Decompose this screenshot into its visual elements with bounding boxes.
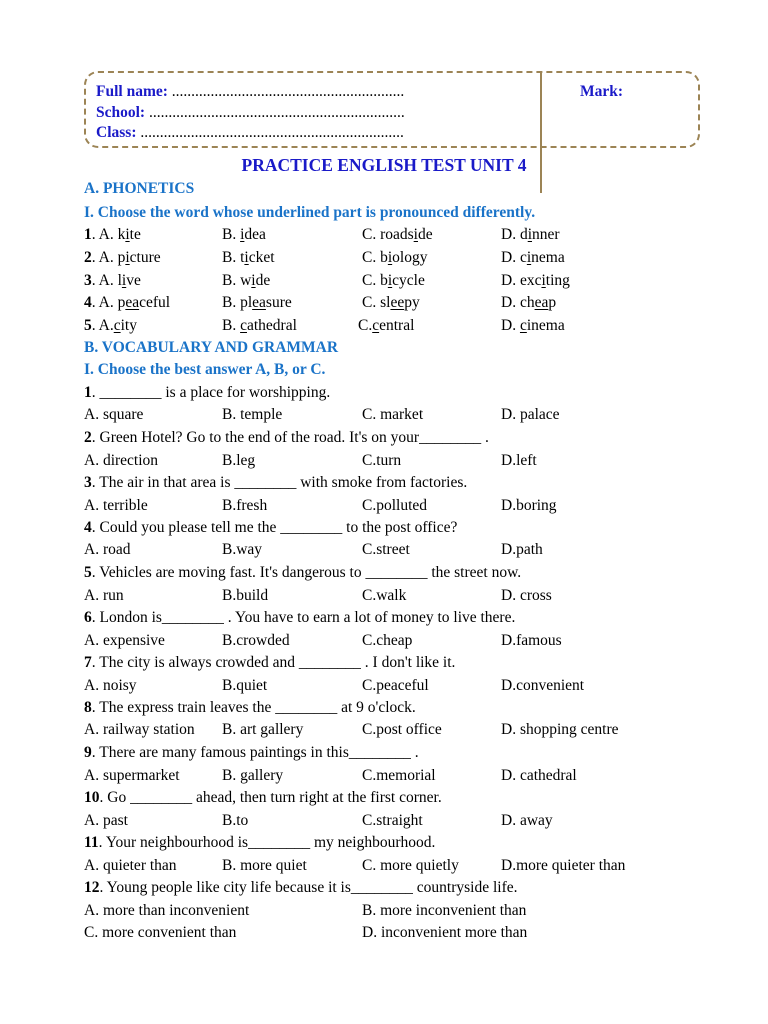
option-a: 2. A. picture [84,249,161,266]
option-a: A. more than inconvenient [84,902,250,919]
section-a-instruction: I. Choose the word whose underlined part is pronounced differently. [84,204,536,221]
fullname-line [96,83,404,101]
option-a: A. quieter than [84,857,177,874]
option-d: D.famous [501,632,562,649]
option-d: D.convenient [501,677,585,694]
option-b: B. wide [222,272,271,289]
question-stem: 11. Your neighbourhood is________ my neighbourhood. [84,834,436,851]
option-a: 1. A. kite [84,226,141,243]
question-stem: 9. There are many famous paintings in this________ . [84,744,419,761]
section-b-heading: B. VOCABULARY AND GRAMMAR [84,339,339,356]
fullname-label: Full name: [96,83,168,100]
option-b: B. ticket [222,249,275,266]
option-b: B.way [222,541,263,558]
option-c: C.post office [362,721,442,738]
option-a: A. square [84,406,144,423]
option-d: D.boring [501,497,557,514]
option-c: C. more quietly [362,857,459,874]
question-stem: 3. The air in that area is ________ with smoke from factories. [84,474,468,491]
question-stem: 8. The express train leaves the ________ at 9 o'clock. [84,699,416,716]
option-c: C.central [358,317,415,334]
question-stem: 5. Vehicles are moving fast. It's dangerous to ________ the street now. [84,564,522,581]
option-c: C.cheap [362,632,413,649]
class-line [96,124,404,142]
option-a: A. past [84,812,128,829]
page-title: PRACTICE ENGLISH TEST UNIT 4 [241,155,527,175]
school-label: School: [96,104,146,121]
option-a: A. railway station [84,721,195,738]
option-b: B.build [222,587,269,604]
option-b: B.leg [222,452,256,469]
fullname-dots: ............................................................ [167,83,405,100]
option-c: C. roadside [362,226,433,243]
option-a: 3. A. live [84,272,141,289]
section-b-instruction: I. Choose the best answer A, B, or C. [84,361,326,378]
option-d: D.more quieter than [501,857,626,874]
option-d: D. dinner [501,226,560,243]
question-stem: 12. Young people like city life because it is________ countryside life. [84,879,518,896]
option-a: A. direction [84,452,159,469]
class-label: Class: [96,124,137,141]
option-b: B. more inconvenient than [362,902,527,919]
school-dots: .................................................................. [145,104,405,121]
option-b: B.fresh [222,497,268,514]
option-b: B.to [222,812,249,829]
option-d: D. shopping centre [501,721,619,738]
option-d: D. inconvenient more than [362,924,528,941]
option-a: A. expensive [84,632,165,649]
option-d: D.path [501,541,543,558]
question-stem: 10. Go ________ ahead, then turn right at the first corner. [84,789,442,806]
question-stem: 1. ________ is a place for worshipping. [84,384,331,401]
option-b: B. idea [222,226,266,243]
option-b: B.quiet [222,677,268,694]
option-c: C. sleepy [362,294,420,311]
option-c: C.walk [362,587,407,604]
option-c: C.memorial [362,767,436,784]
option-a: 5. A.city [84,317,137,334]
option-d: D. away [501,812,553,829]
option-c: C. biology [362,249,428,266]
school-line [96,104,405,122]
question-stem: 2. Green Hotel? Go to the end of the road. It's on your________ . [84,429,489,446]
option-d: D. exciting [501,272,570,289]
question-stem: 4. Could you please tell me the ________ to the post office? [84,519,458,536]
option-a: A. noisy [84,677,137,694]
option-c: C. bicycle [362,272,425,289]
option-b: B. gallery [222,767,284,784]
option-c: C. more convenient than [84,924,237,941]
option-a: A. supermarket [84,767,180,784]
question-stem: 6. London is________ . You have to earn a lot of money to live there. [84,609,516,626]
question-stem: 7. The city is always crowded and ________ . I don't like it. [84,654,456,671]
option-b: B. cathedral [222,317,297,334]
option-a: A. road [84,541,131,558]
option-d: D. cinema [501,317,565,334]
option-d: D. cathedral [501,767,577,784]
option-b: B. art gallery [222,721,304,738]
class-dots: .................................................................... [136,124,404,141]
option-d: D. cinema [501,249,565,266]
option-c: C.polluted [362,497,428,514]
option-c: C.peaceful [362,677,429,694]
option-b: B.crowded [222,632,290,649]
option-c: C.street [362,541,410,558]
option-d: D.left [501,452,537,469]
section-a-heading: A. PHONETICS [84,180,195,197]
option-b: B. temple [222,406,283,423]
option-d: D. cheap [501,294,557,311]
option-a: A. run [84,587,124,604]
option-c: C.straight [362,812,423,829]
option-c: C.turn [362,452,402,469]
option-b: B. more quiet [222,857,307,874]
option-d: D. palace [501,406,560,423]
mark-label: Mark: [580,83,624,100]
option-b: B. pleasure [222,294,292,311]
option-c: C. market [362,406,424,423]
option-a: A. terrible [84,497,148,514]
option-a: 4. A. peaceful [84,294,171,311]
option-d: D. cross [501,587,552,604]
